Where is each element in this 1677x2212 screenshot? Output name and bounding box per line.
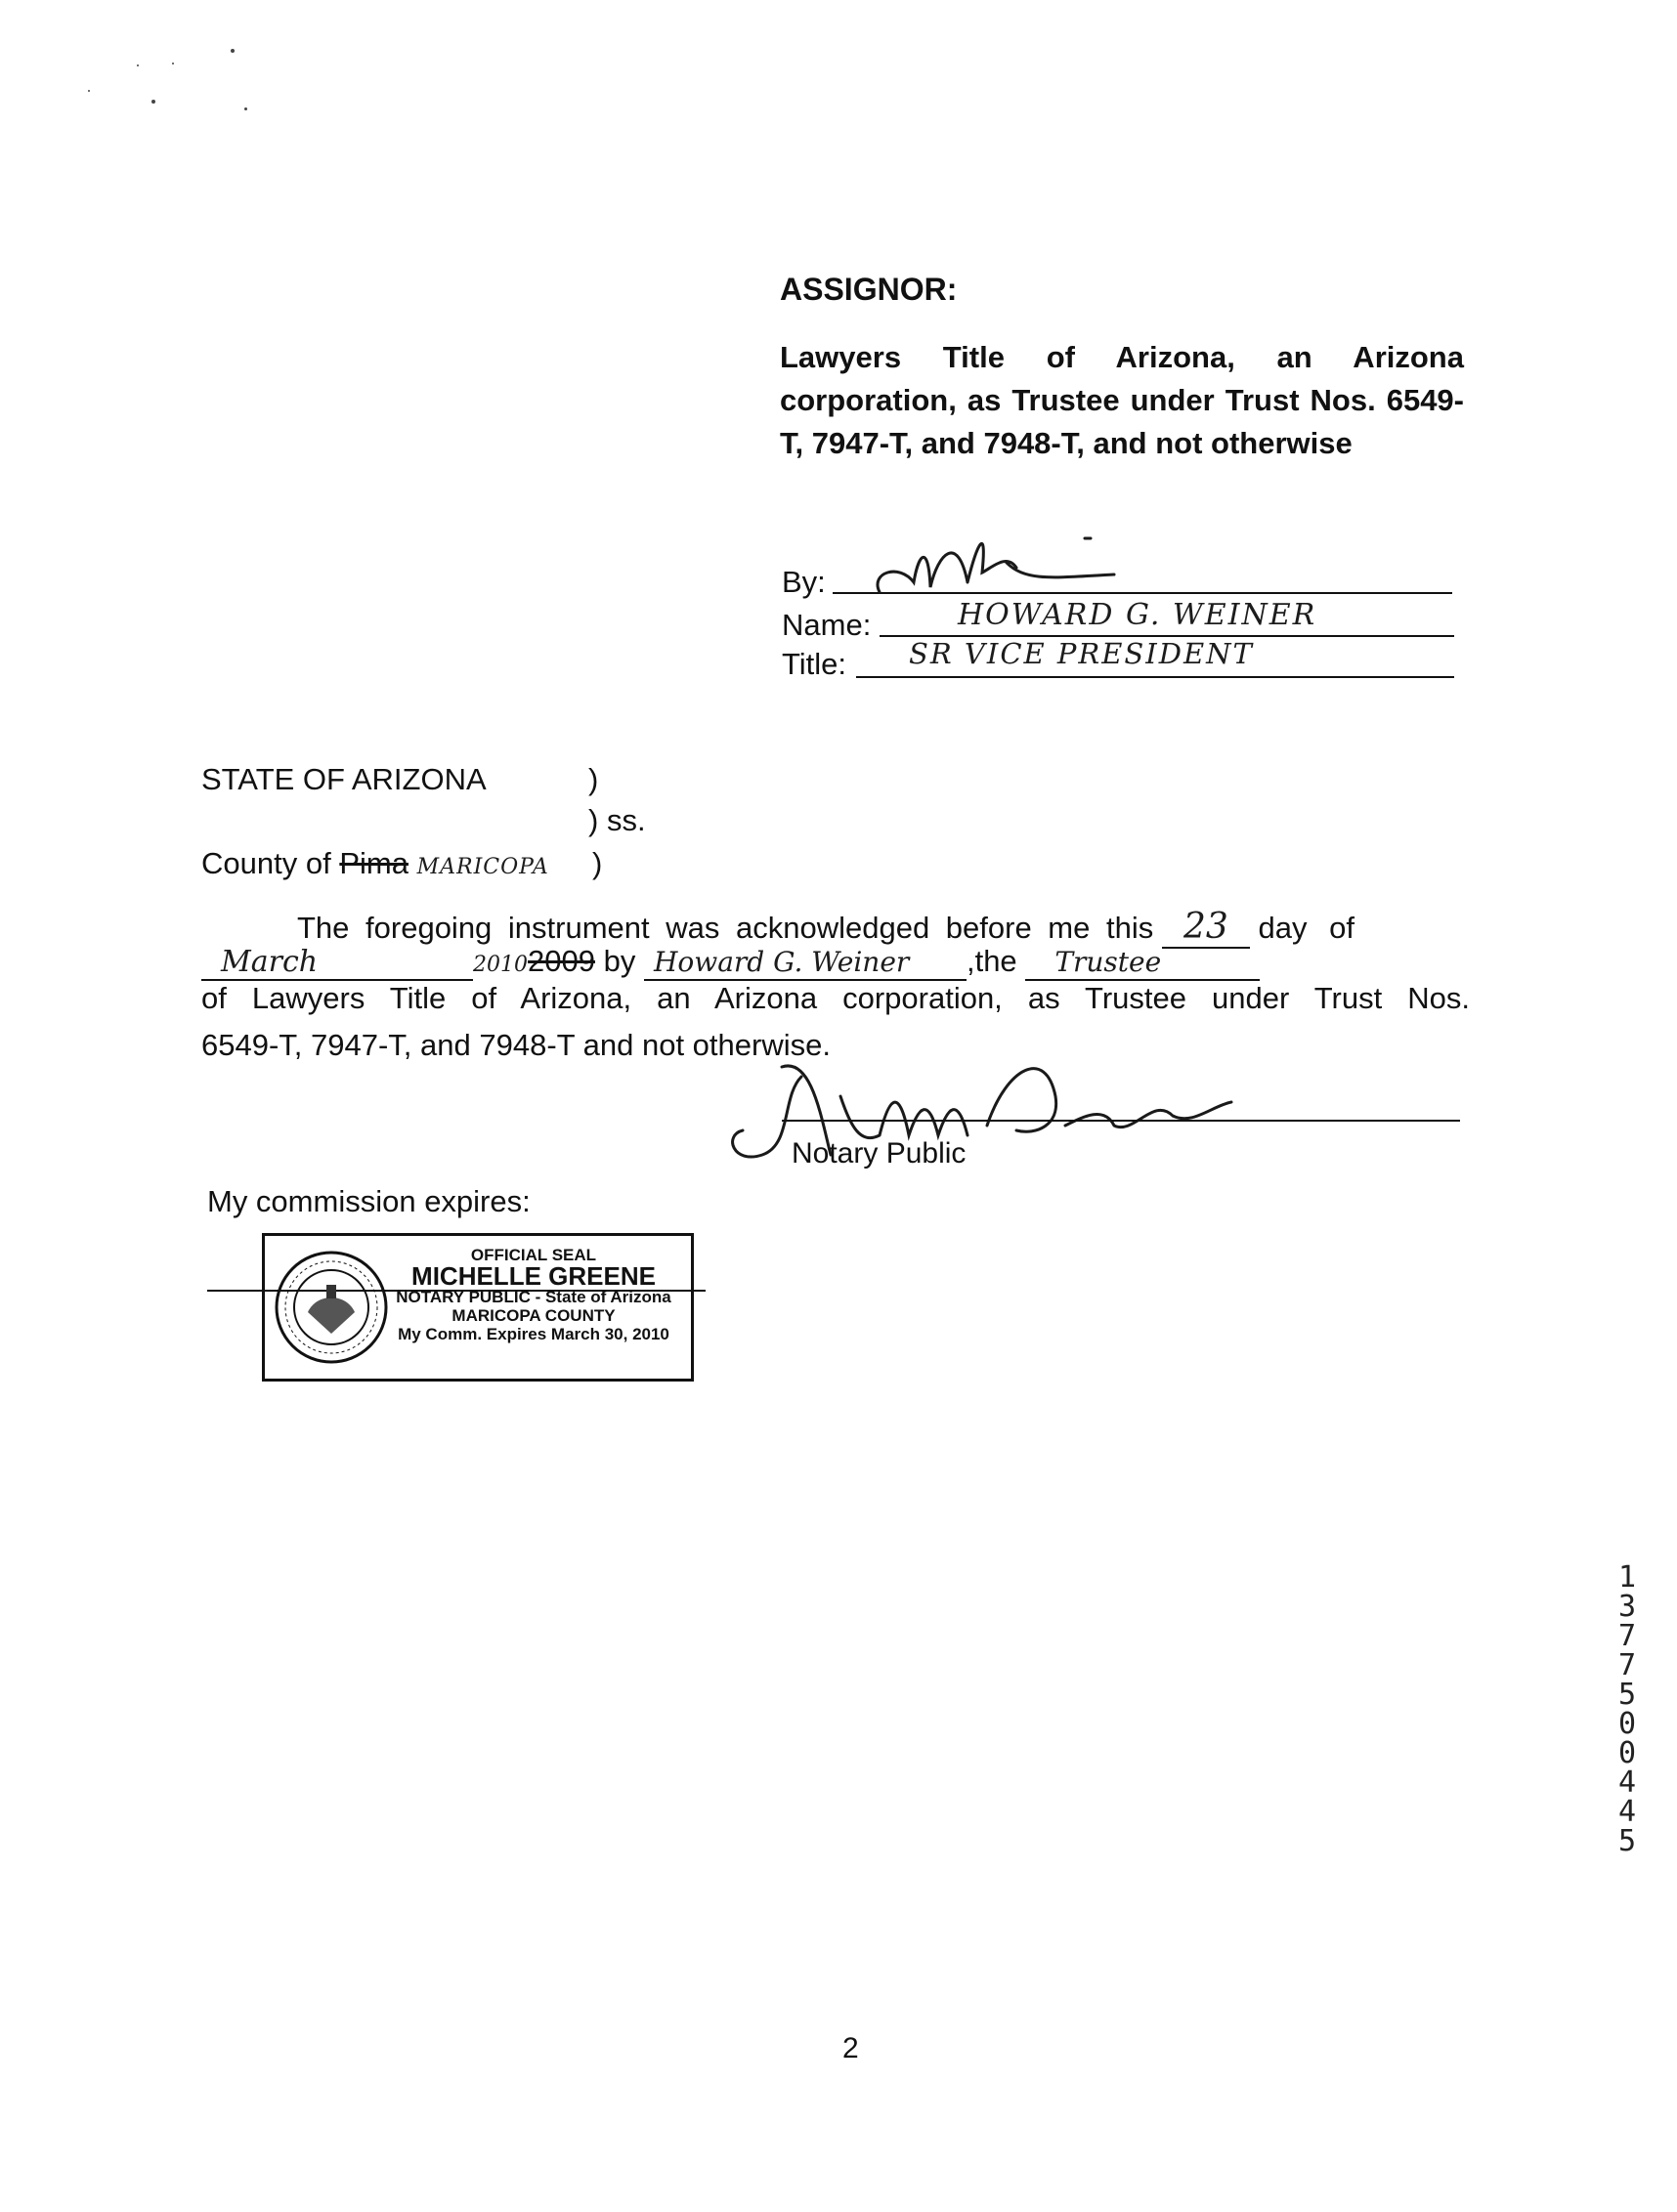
assignor-heading: ASSIGNOR: xyxy=(780,272,958,307)
ack-year-handwritten: 2010 xyxy=(473,953,528,977)
assignor-body: Lawyers Title of Arizona, an Arizona corporation, as Trustee under Trust Nos. 6549-T, 7947-T, and 7948-T, and not otherwise xyxy=(780,340,1464,460)
county-struck: Pima xyxy=(339,846,408,880)
ack-person: Howard G. Weiner xyxy=(653,946,910,978)
ack-the: ,the xyxy=(966,944,1017,978)
seal-text xyxy=(382,1246,685,1343)
county-label: County of xyxy=(201,846,331,880)
assignor-signature xyxy=(860,514,1231,612)
ack-capacity-field xyxy=(1025,944,1260,981)
paren-3: ) xyxy=(592,846,603,880)
ack-day-field xyxy=(1162,907,1250,949)
seal-line-3: My Comm. Expires March 30, 2010 xyxy=(398,1325,669,1343)
ack-day-suffix: day of xyxy=(1258,911,1354,945)
notary-line xyxy=(782,1120,1460,1122)
notary-label: Notary Public xyxy=(792,1137,967,1170)
ack-month: March xyxy=(221,945,319,979)
state-label: STATE OF ARIZONA xyxy=(201,762,487,796)
notary-seal xyxy=(262,1233,694,1382)
county-line xyxy=(201,846,549,881)
ack-day: 23 xyxy=(1182,907,1228,947)
ss-label: ss. xyxy=(606,803,646,837)
doc-number: 13775 00445 xyxy=(1617,1560,1637,1858)
ack-capacity: Trustee xyxy=(1054,946,1162,978)
ack-by: by xyxy=(603,944,636,978)
name-label: Name: xyxy=(782,608,872,642)
ack-year-struck: 2009 xyxy=(528,944,595,978)
ack-line-3: of Lawyers Title of Arizona, an Arizona corporation, as Trustee under Trust Nos. xyxy=(201,981,1470,1015)
state-seal-icon xyxy=(273,1244,390,1371)
commission-label: My commission expires: xyxy=(207,1184,531,1218)
ack-month-field xyxy=(201,944,473,981)
paren-2: ) ss. xyxy=(588,803,646,837)
name-value: HOWARD G. WEINER xyxy=(958,598,1317,632)
ack-line-4: 6549-T, 7947-T, and 7948-T and not otherwise. xyxy=(201,1028,831,1062)
ack-line-1 xyxy=(297,907,1470,949)
title-line xyxy=(856,676,1454,678)
title-label: Title: xyxy=(782,647,847,681)
seal-name: MICHELLE GREENE xyxy=(411,1261,656,1291)
ack-person-field xyxy=(644,944,967,981)
ack-line-2 xyxy=(201,944,1472,981)
by-label: By: xyxy=(782,565,826,599)
title-value: SR VICE PRESIDENT xyxy=(909,637,1254,670)
page-number: 2 xyxy=(842,2032,859,2064)
seal-line-1: NOTARY PUBLIC - State of Arizona xyxy=(396,1288,671,1306)
seal-line-2: MARICOPA COUNTY xyxy=(452,1306,616,1325)
ack-prefix: The foregoing instrument was acknowledged before me this xyxy=(297,911,1154,945)
county-handwritten: MARICOPA xyxy=(416,855,549,879)
seal-title: OFFICIAL SEAL xyxy=(470,1246,597,1264)
paren-1: ) xyxy=(588,762,599,796)
